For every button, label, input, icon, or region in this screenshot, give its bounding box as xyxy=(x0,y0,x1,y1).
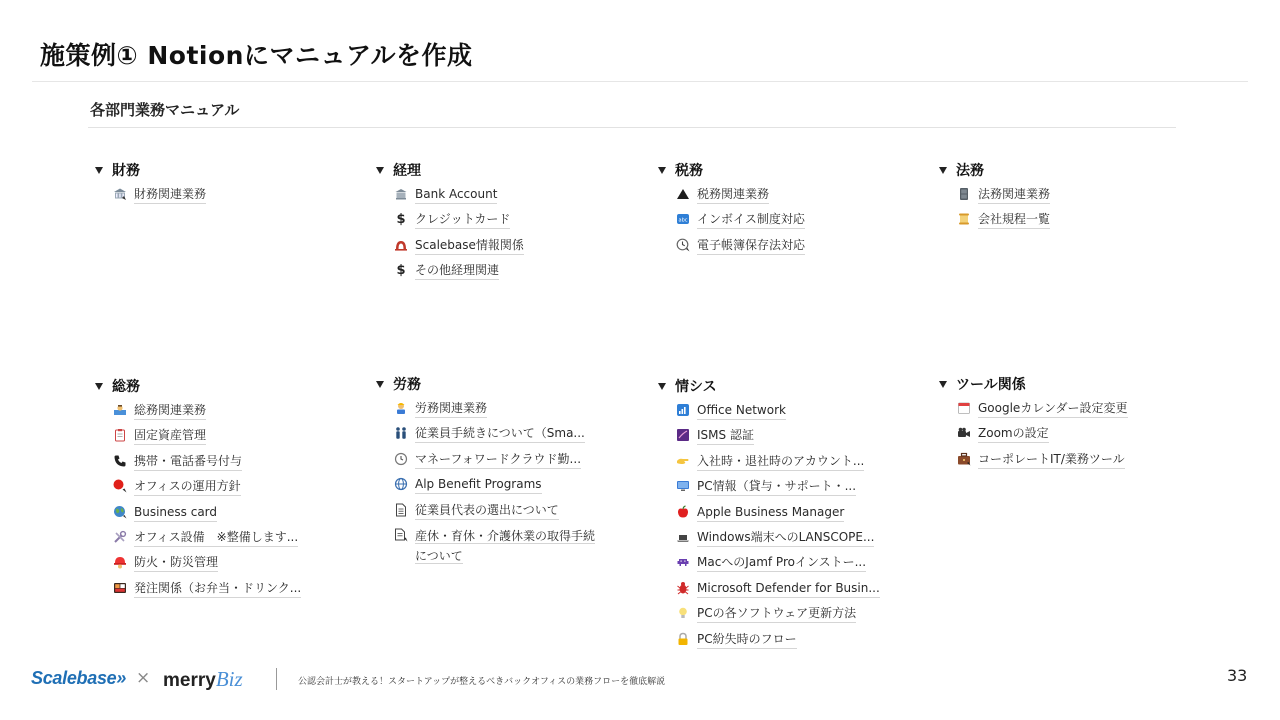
section-title: 財務 xyxy=(112,163,140,179)
page-link[interactable] xyxy=(957,185,1188,210)
page-link[interactable] xyxy=(113,452,344,477)
page-link-label: 税務関連業務 xyxy=(697,185,769,204)
clock-icon xyxy=(676,238,690,252)
page-link[interactable] xyxy=(676,528,907,553)
red-dot-icon xyxy=(113,479,127,493)
section-toggle-keiri[interactable] xyxy=(375,160,625,180)
camera-icon xyxy=(957,426,971,440)
page-link[interactable] xyxy=(394,210,625,235)
page-link-label: PC情報（貸与・サポート・... xyxy=(697,477,856,496)
section-zeimu xyxy=(657,160,907,261)
page-link[interactable] xyxy=(113,401,344,426)
page-link-label: 発注関係（お弁当・ドリンク... xyxy=(134,579,301,598)
scroll-icon xyxy=(957,212,971,226)
page-link[interactable] xyxy=(957,210,1188,235)
invader-icon xyxy=(676,555,690,569)
page-link-label: 従業員手続きについて（Sma... xyxy=(415,424,585,443)
scalebase-icon xyxy=(394,238,408,252)
page-link-label: 防火・防災管理 xyxy=(134,553,218,572)
people-icon xyxy=(394,426,408,440)
page-link[interactable] xyxy=(957,450,1188,475)
page-link[interactable] xyxy=(676,579,907,604)
toggle-arrow-icon[interactable] xyxy=(95,383,103,390)
page-heading: 各部門業務マニュアル xyxy=(90,101,240,119)
page-link-label: 総務関連業務 xyxy=(134,401,206,420)
section-title: ツール関係 xyxy=(956,377,1026,393)
page-link-label: コーポレートIT/業務ツール xyxy=(978,450,1125,469)
cabinet-icon xyxy=(957,187,971,201)
section-title: 法務 xyxy=(956,163,984,179)
page-link[interactable] xyxy=(113,477,344,502)
section-toggle-zeimu[interactable] xyxy=(657,160,907,180)
page-link[interactable] xyxy=(676,477,907,502)
section-toggle-roumu[interactable] xyxy=(375,374,625,394)
page-link-label: Microsoft Defender for Busin... xyxy=(697,579,880,598)
page-link-label: マネーフォワードクラウド勤... xyxy=(415,450,581,469)
biz-wordmark: Biz xyxy=(215,667,243,691)
page-link-label: その他経理関連 xyxy=(415,261,499,280)
page-link-label: Googleカレンダー設定変更 xyxy=(978,399,1128,418)
page-link[interactable] xyxy=(676,503,907,528)
section-tool xyxy=(938,374,1188,475)
laptop-icon xyxy=(676,530,690,544)
page-link[interactable] xyxy=(676,553,907,578)
section-title: 情シス xyxy=(675,379,717,395)
section-title: 経理 xyxy=(393,163,421,179)
triangle-icon xyxy=(676,187,690,201)
monitor-icon xyxy=(676,479,690,493)
toggle-arrow-icon[interactable] xyxy=(939,167,947,174)
page-link[interactable] xyxy=(394,501,625,526)
page-link-label: 携帯・電話番号付与 xyxy=(134,452,242,471)
page-link-label: Business card xyxy=(134,503,217,522)
page-link[interactable] xyxy=(113,579,344,604)
purple-square-icon xyxy=(676,428,690,442)
page-link-label: Bank Account xyxy=(415,185,497,204)
tools-icon xyxy=(113,530,127,544)
section-keiri xyxy=(375,160,625,287)
page-link-label: オフィスの運用方針 xyxy=(134,477,241,496)
document-icon xyxy=(394,503,408,517)
page-link-label: MacへのJamf Proインストー... xyxy=(697,553,866,572)
page-link-label: 労務関連業務 xyxy=(415,399,487,418)
toggle-arrow-icon[interactable] xyxy=(376,167,384,174)
page-link[interactable] xyxy=(394,399,625,424)
toggle-arrow-icon[interactable] xyxy=(658,167,666,174)
scalebase-logo: Scalebase» xyxy=(31,668,127,688)
page-link-label: Alp Benefit Programs xyxy=(415,475,542,494)
worker-icon xyxy=(394,401,408,415)
page-link-label: ISMS 認証 xyxy=(697,426,754,445)
page-link[interactable] xyxy=(113,185,344,210)
section-zaimu xyxy=(94,160,344,210)
clipboard-icon xyxy=(113,428,127,442)
section-title: 労務 xyxy=(393,377,421,393)
page-link-label: 会社規程一覧 xyxy=(978,210,1050,229)
section-toggle-tool[interactable] xyxy=(938,374,1188,394)
page-link-label: 入社時・退社時のアカウント... xyxy=(697,452,864,471)
section-soumu xyxy=(94,376,344,604)
dollar-icon: $ xyxy=(396,262,406,278)
web-icon xyxy=(394,477,408,491)
times-sign: × xyxy=(136,668,151,688)
page-link[interactable] xyxy=(394,475,625,500)
page-link-label: PCの各ソフトウェア更新方法 xyxy=(697,604,856,623)
section-houmu xyxy=(938,160,1188,236)
page-link-label: Office Network xyxy=(697,401,786,420)
apple-icon xyxy=(676,505,690,519)
section-toggle-soumu[interactable] xyxy=(94,376,344,396)
section-toggle-houmu[interactable] xyxy=(938,160,1188,180)
svg-text:abc: abc xyxy=(678,217,688,224)
page-link[interactable] xyxy=(394,424,625,449)
section-title: 税務 xyxy=(675,163,703,179)
page-link-label: クレジットカード xyxy=(415,210,510,229)
page-link[interactable] xyxy=(394,236,625,261)
page-link-label: インボイス制度対応 xyxy=(697,210,805,229)
slide-title: 施策例① Notionにマニュアルを作成 xyxy=(40,41,473,70)
toggle-arrow-icon[interactable] xyxy=(95,167,103,174)
bank-icon xyxy=(394,187,408,201)
calendar-icon xyxy=(957,401,971,415)
bank-building-icon xyxy=(113,187,127,201)
abc-icon xyxy=(676,212,690,226)
page-link[interactable] xyxy=(957,399,1188,424)
merrybiz-logo xyxy=(163,667,243,692)
page-link[interactable] xyxy=(113,503,344,528)
page-link[interactable] xyxy=(676,452,907,477)
section-joushisu xyxy=(657,376,907,655)
page-link[interactable] xyxy=(394,261,625,286)
toggle-arrow-icon[interactable] xyxy=(939,381,947,388)
footer-divider xyxy=(276,668,277,690)
toggle-arrow-icon[interactable] xyxy=(658,383,666,390)
heading-divider xyxy=(88,127,1176,128)
page-link-label: オフィス設備 ※整備します... xyxy=(134,528,298,547)
page-link[interactable] xyxy=(676,210,907,235)
page-link[interactable] xyxy=(676,401,907,426)
footer-caption: 公認会計士が教える！スタートアップが整えるべきバックオフィスの業務フローを徹底解説 xyxy=(298,677,666,687)
hand-icon xyxy=(676,454,690,468)
page-link[interactable] xyxy=(113,426,344,451)
page-link-label: 産休・育休・介護休業の取得手続 について xyxy=(415,528,596,563)
page-link-label: 固定資産管理 xyxy=(134,426,206,445)
page-link-label: Scalebase情報関係 xyxy=(415,236,524,255)
signal-icon xyxy=(676,403,690,417)
title-divider xyxy=(32,81,1248,82)
section-title: 総務 xyxy=(112,379,140,395)
page-link[interactable] xyxy=(676,236,907,261)
dollar-icon: $ xyxy=(396,211,406,227)
globe-icon xyxy=(113,505,127,519)
section-roumu xyxy=(375,374,625,570)
page-link[interactable] xyxy=(113,553,344,578)
page-number: 33 xyxy=(1227,666,1248,685)
lock-icon xyxy=(676,632,690,646)
fire-helmet-icon xyxy=(113,555,127,569)
page-link-label: Windows端末へのLANSCOPE... xyxy=(697,528,874,547)
page-link-label: 電子帳簿保存法対応 xyxy=(697,236,805,255)
page-link-label: PC紛失時のフロー xyxy=(697,630,797,649)
page-link[interactable] xyxy=(676,630,907,655)
page-link-label: 法務関連業務 xyxy=(978,185,1050,204)
toggle-arrow-icon[interactable] xyxy=(376,381,384,388)
phone-icon xyxy=(113,454,127,468)
page-link[interactable] xyxy=(394,185,625,210)
document-arrow-icon xyxy=(394,528,408,542)
merry-wordmark: merry xyxy=(163,670,216,691)
page-link[interactable] xyxy=(394,526,625,570)
page-link-label: Apple Business Manager xyxy=(697,503,844,522)
page-link[interactable] xyxy=(676,604,907,629)
page-link-label: 財務関連業務 xyxy=(134,185,206,204)
bug-icon xyxy=(676,581,690,595)
page-link-label: 従業員代表の選出について xyxy=(415,501,559,520)
page-link[interactable] xyxy=(957,424,1188,449)
office-icon xyxy=(113,403,127,417)
bento-icon xyxy=(113,581,127,595)
section-toggle-zaimu[interactable] xyxy=(94,160,344,180)
page-link[interactable] xyxy=(394,450,625,475)
page-link[interactable] xyxy=(676,185,907,210)
page-link-label: Zoomの設定 xyxy=(978,424,1049,443)
briefcase-icon xyxy=(957,452,971,466)
timer-icon xyxy=(394,452,408,466)
page-link[interactable] xyxy=(113,528,344,553)
section-toggle-joushisu[interactable] xyxy=(657,376,907,396)
bulb-icon xyxy=(676,606,690,620)
page-link[interactable] xyxy=(676,426,907,451)
